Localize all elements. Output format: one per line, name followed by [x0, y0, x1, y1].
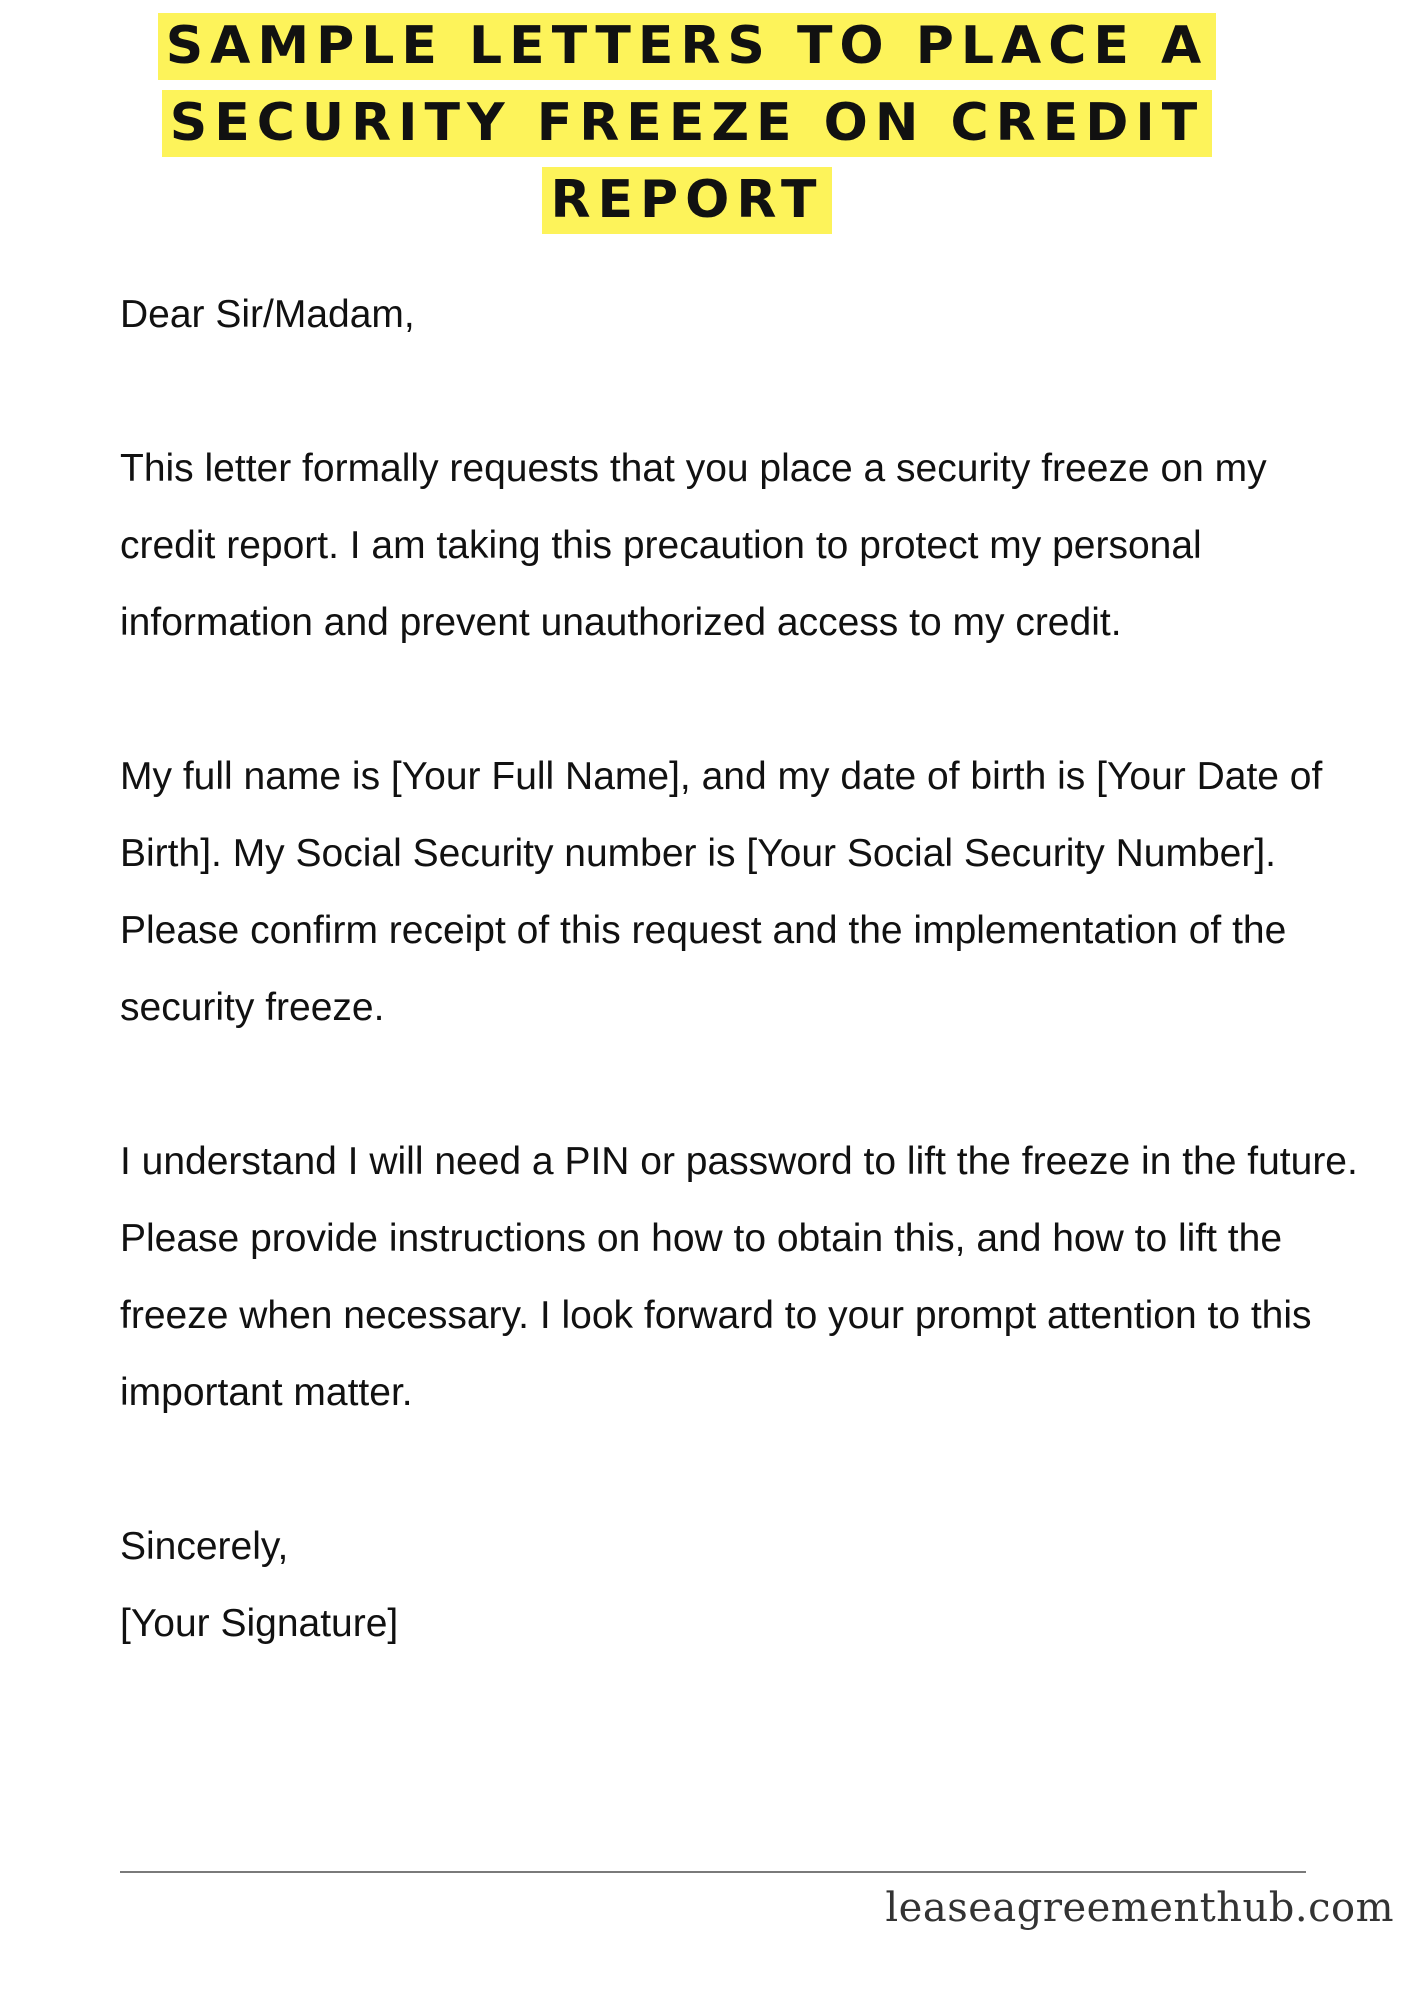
title-line-2: SECURITY FREEZE ON CREDIT — [0, 85, 1374, 162]
footer-divider — [120, 1871, 1306, 1873]
signature-placeholder: [Your Signature] — [120, 1602, 399, 1645]
salutation: Dear Sir/Madam, — [120, 293, 415, 336]
page-title — [0, 8, 1374, 239]
closing: Sincerely, — [120, 1525, 289, 1568]
paragraph-details: My full name is [Your Full Name], and my date of birth is [Your Date of Birth]. My Social Security number is [Your Social Security Number]. Please confirm receipt of this request and the implementation of the security freeze. — [120, 755, 1323, 1029]
paragraph-request: This letter formally requests that you place a security freeze on my credit report. I am taking this precaution to protect my personal information and prevent unauthorized access to my credit. — [120, 447, 1267, 644]
website-url[interactable]: leaseagreementhub.com — [885, 1885, 1394, 1931]
title-line-3: REPORT — [0, 162, 1374, 239]
letter-body — [120, 276, 1360, 1662]
title-line-1: SAMPLE LETTERS TO PLACE A — [0, 8, 1374, 85]
paragraph-pin: I understand I will need a PIN or password to lift the freeze in the future. Please provide instructions on how to obtain this, and how to lift the freeze when necessary. I look forward to your prompt attention to this important matter. — [120, 1140, 1358, 1414]
